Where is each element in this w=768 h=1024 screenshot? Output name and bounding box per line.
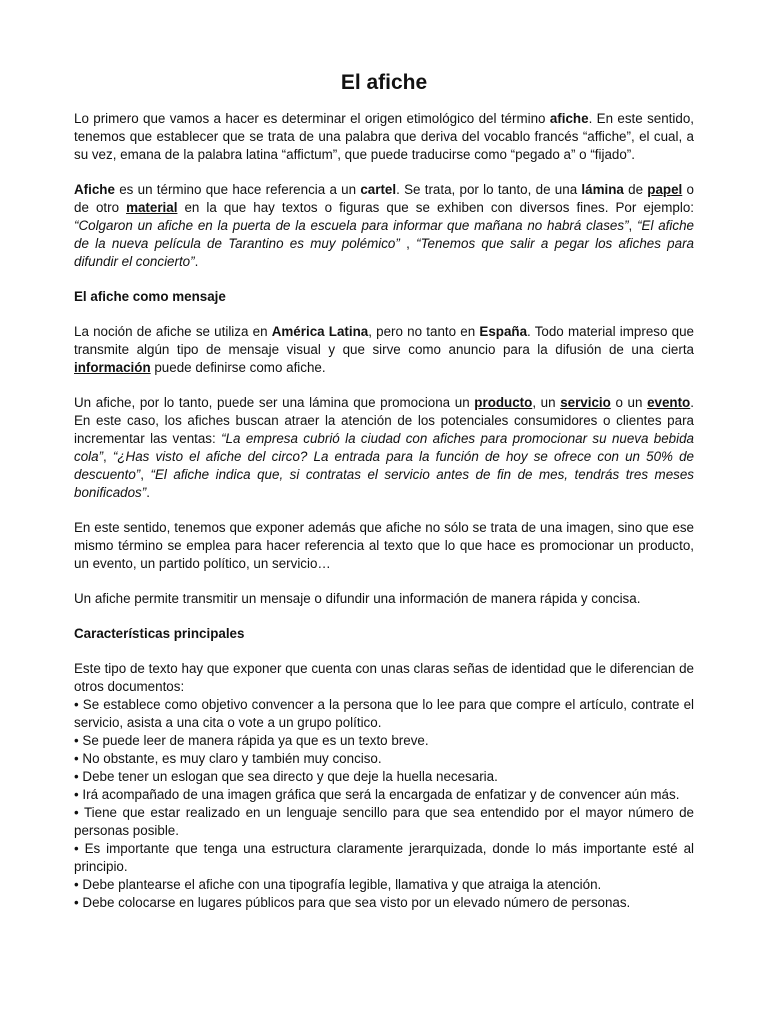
text-run: . Se trata, por lo tanto, de una	[396, 182, 582, 197]
list-item: • Debe colocarse en lugares públicos para que sea visto por un elevado número de personas.	[74, 895, 631, 910]
example-quote: “Colgaron un afiche en la puerta de la escuela para informar que mañana no habrá clases”	[74, 218, 629, 233]
example-quote: “El afiche indica que, si contratas el servicio antes de fin de mes, tendrás tres meses bonificados”	[74, 467, 694, 500]
bold-term: cartel	[360, 182, 397, 197]
bold-term: España	[479, 324, 528, 339]
text-run: .	[194, 254, 199, 269]
text-run: . En este caso, los afiches buscan atraer la atención de los potenciales consumidores o clientes para incrementar las ventas:	[74, 395, 694, 446]
list-item: • Es importante que tenga una estructura claramente jerarquizada, donde lo más importante esté al principio.	[74, 841, 694, 874]
text-run: La noción de afiche se utiliza en	[74, 324, 272, 339]
document-title: El afiche	[340, 71, 428, 94]
paragraph-notion	[74, 323, 694, 377]
text-run: Lo primero que vamos a hacer es determinar el origen etimológico del término	[74, 111, 550, 126]
text-run: ,	[399, 236, 417, 251]
text-run: o de otro	[74, 182, 695, 215]
paragraph-definition	[74, 181, 694, 271]
section-heading-mensaje: El afiche como mensaje	[74, 289, 226, 304]
text-run: o un	[610, 395, 648, 410]
list-item: • Debe plantearse el afiche con una tipografía legible, llamativa y que atraiga la atención.	[74, 877, 602, 892]
list-item: • Se puede leer de manera rápida ya que es un texto breve.	[74, 733, 429, 748]
text-run: de	[623, 182, 648, 197]
document-body	[74, 70, 694, 912]
paragraph-promotion	[74, 394, 694, 502]
text-run: Un afiche, por lo tanto, puede ser una lámina que promociona un	[74, 395, 475, 410]
list-item: • Debe tener un eslogan que sea directo y que deje la huella necesaria.	[74, 769, 498, 784]
text-run: , un	[532, 395, 561, 410]
text-run: . En este sentido, tenemos que establecer que se trata de una palabra que deriva del vocablo francés “affiche”, el cual, a su vez, emana de la palabra latina “affictum”, que puede traducirse como “pegado a” o “fijado”.	[74, 111, 694, 162]
paragraph-intro-list: Este tipo de texto hay que exponer que cuenta con unas claras señas de identidad que le diferencian de otros documentos:	[74, 661, 694, 694]
paragraph-image-text: En este sentido, tenemos que exponer además que afiche no sólo se trata de una imagen, sino que ese mismo término se emplea para hacer referencia al texto que lo que hace es promocionar un producto, un evento, un partido político, un servicio…	[74, 520, 694, 571]
section-heading-caracteristicas: Características principales	[74, 626, 245, 641]
text-run: , pero no tanto en	[368, 324, 480, 339]
link-papel[interactable]: papel	[647, 182, 683, 197]
text-run: ,	[140, 467, 151, 482]
characteristics-list	[74, 696, 694, 912]
bold-term: América Latina	[271, 324, 369, 339]
text-run: ,	[103, 449, 113, 464]
text-run: . Todo material impreso que transmite algún tipo de mensaje visual y que sirve como anuncio para la difusión de una cierta	[74, 324, 694, 357]
example-quote: “La empresa cubrió la ciudad con afiches para promocionar su nueva bebida cola”	[74, 431, 695, 464]
example-quote: “El afiche de la nueva película de Tarantino es muy polémico”	[74, 218, 694, 251]
text-run: puede definirse como afiche.	[150, 360, 326, 375]
text-run: .	[146, 485, 150, 500]
text-run: en la que hay textos o figuras que se exhiben con diversos fines. Por ejemplo:	[177, 200, 694, 215]
list-item: • No obstante, es muy claro y también muy conciso.	[74, 751, 382, 766]
link-producto[interactable]: producto	[474, 395, 533, 410]
example-quote: “¿Has visto el afiche del circo? La entrada para la función de hoy se ofrece con un 50% de descuento”	[74, 449, 694, 482]
link-servicio[interactable]: servicio	[560, 395, 611, 410]
paragraph-summary: Un afiche permite transmitir un mensaje o difundir una información de manera rápida y concisa.	[74, 591, 641, 606]
list-item: • Irá acompañado de una imagen gráfica que será la encargada de enfatizar y de convencer aún más.	[74, 787, 680, 802]
list-item: • Tiene que estar realizado en un lenguaje sencillo para que sea entendido por el mayor número de personas posible.	[74, 805, 694, 838]
bold-term: lámina	[581, 182, 624, 197]
link-evento[interactable]: evento	[647, 395, 691, 410]
link-material[interactable]: material	[126, 200, 178, 215]
paragraph-etymology	[74, 110, 694, 164]
text-run: es un término que hace referencia a un	[114, 182, 361, 197]
example-quote: “Tenemos que salir a pegar los afiches para difundir el concierto”	[74, 236, 694, 269]
link-informacion[interactable]: información	[74, 360, 151, 375]
bold-term-afiche: afiche	[549, 111, 589, 126]
bold-term: Afiche	[74, 182, 115, 197]
list-item: • Se establece como objetivo convencer a la persona que lo lee para que compre el artículo, contrate el servicio, asista a una cita o vote a un grupo político.	[74, 697, 694, 730]
text-run: ,	[628, 218, 638, 233]
